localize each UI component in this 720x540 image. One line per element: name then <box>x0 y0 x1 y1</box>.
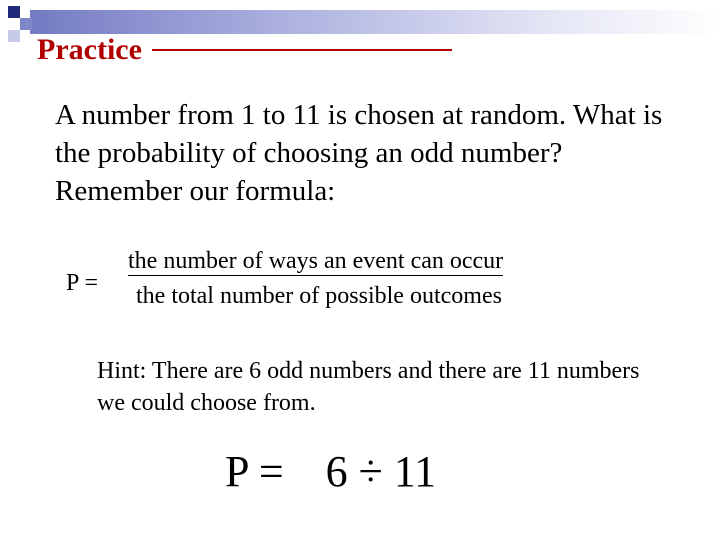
answer-equation <box>225 446 436 497</box>
question-text: A number from 1 to 11 is chosen at random. What is the probability of choosing an odd number? Remember our formula: <box>55 99 663 207</box>
formula-numerator: the number of ways an event can occur <box>128 248 504 274</box>
slide-title-row <box>37 33 452 67</box>
hint-text: Hint: There are 6 odd numbers and there are 11 numbers we could choose from. <box>97 358 640 416</box>
decor-square-mid <box>20 18 32 30</box>
decor-square-light <box>8 30 20 42</box>
answer-rhs: 6 ÷ 11 <box>325 447 437 496</box>
decor-square-dark <box>8 6 20 18</box>
title-underline-rule <box>152 49 452 51</box>
slide-title: Practice <box>37 33 142 66</box>
formula-lhs: P = <box>66 270 98 296</box>
answer-lhs: P = <box>225 447 284 496</box>
header-gradient-bar <box>30 10 720 34</box>
formula-denominator: the total number of possible outcomes <box>136 283 502 309</box>
